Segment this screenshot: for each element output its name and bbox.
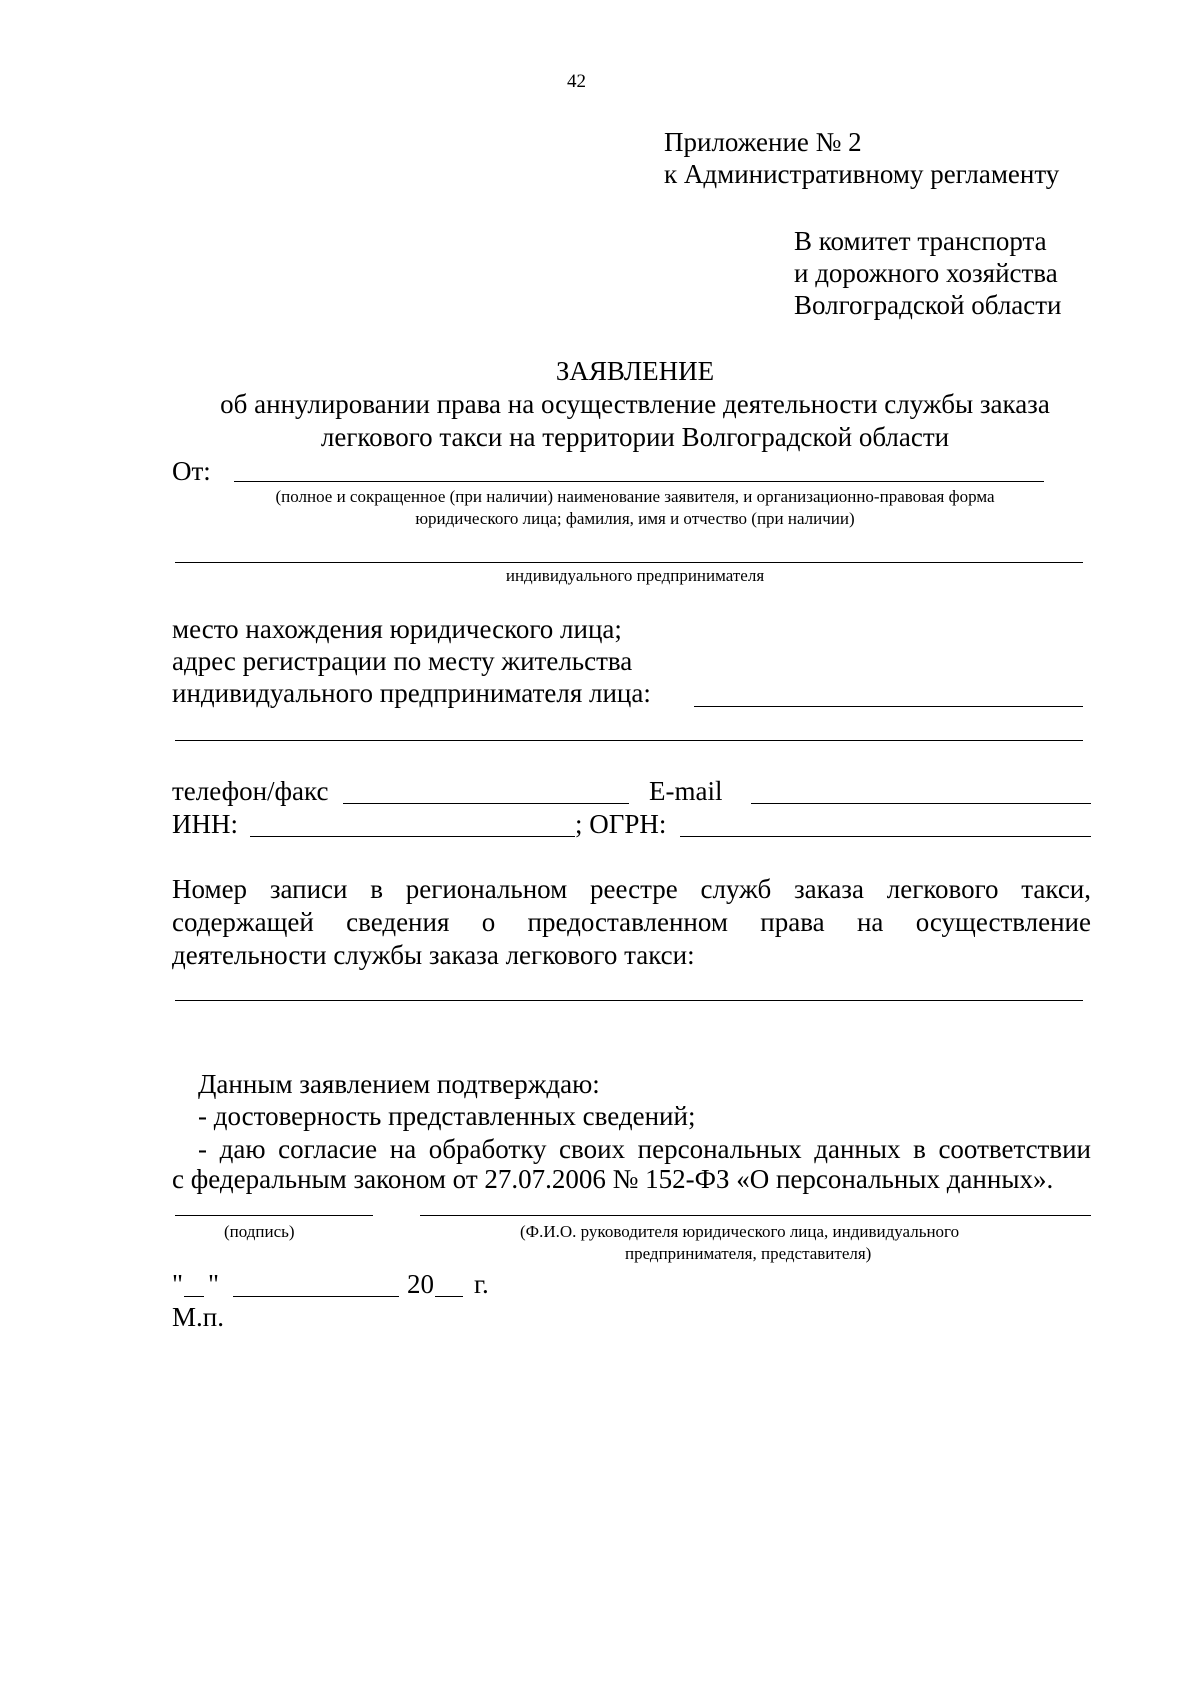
applicant-hint-line-3: индивидуального предпринимателя	[505, 566, 765, 585]
confirmation-item-2-line-1: - даю согласие на обработку своих персональных данных в соответствии	[198, 1134, 1091, 1164]
registry-line-3: деятельности службы заказа легкового такси:	[172, 940, 695, 970]
date-close-quote: "	[208, 1269, 220, 1299]
stamp-placeholder: М.п.	[172, 1302, 224, 1332]
full-name-field[interactable]	[420, 1215, 1091, 1216]
email-field[interactable]	[751, 803, 1091, 804]
email-label: E-mail	[649, 776, 723, 806]
address-field-2[interactable]	[175, 740, 1083, 741]
date-day-field[interactable]	[184, 1296, 204, 1297]
address-line-1: место нахождения юридического лица;	[172, 614, 622, 644]
applicant-name-field-2[interactable]	[175, 562, 1083, 563]
full-name-hint-line-2: предпринимателя, представителя)	[625, 1244, 872, 1263]
address-line-3: индивидуального предпринимателя лица:	[172, 678, 651, 708]
confirmation-item-1: - достоверность представленных сведений;	[198, 1101, 696, 1131]
title-heading: ЗАЯВЛЕНИЕ	[555, 356, 715, 386]
address-line-2: адрес регистрации по месту жительства	[172, 646, 633, 676]
registry-line-1: Номер записи в региональном реестре служб заказа легкового такси,	[172, 874, 1091, 904]
phone-field[interactable]	[343, 803, 629, 804]
addressee-line-2: и дорожного хозяйства	[794, 258, 1058, 288]
applicant-hint-line-1: (полное и сокращенное (при наличии) наименование заявителя, и организационно-правовая форма	[275, 487, 995, 506]
appendix-line-1: Приложение № 2	[664, 127, 862, 157]
registry-line-2: содержащей сведения о предоставленном права на осуществление	[172, 907, 1091, 937]
registry-number-field[interactable]	[175, 1000, 1083, 1001]
signature-hint: (подпись)	[224, 1222, 295, 1241]
date-year-prefix: 20	[407, 1269, 434, 1299]
addressee-line-3: Волгоградской области	[794, 290, 1062, 320]
title-line-1: об аннулировании права на осуществление деятельности службы заказа	[220, 389, 1050, 419]
date-open-quote: "	[172, 1269, 184, 1299]
title-line-2: легкового такси на территории Волгоградской области	[320, 422, 950, 452]
ogrn-field[interactable]	[680, 836, 1091, 837]
confirmation-intro: Данным заявлением подтверждаю:	[198, 1069, 600, 1099]
applicant-hint-line-2: юридического лица; фамилия, имя и отчество (при наличии)	[415, 509, 855, 528]
confirmation-item-2-line-2: с федеральным законом от 27.07.2006 № 152-ФЗ «О персональных данных».	[172, 1164, 1054, 1194]
date-year-suffix: г.	[474, 1269, 489, 1299]
address-field[interactable]	[694, 706, 1083, 707]
applicant-name-field[interactable]	[234, 481, 1044, 482]
from-label: От:	[172, 456, 211, 486]
inn-field[interactable]	[250, 836, 575, 837]
page-number: 42	[567, 71, 586, 92]
phone-label: телефон/факс	[172, 776, 329, 806]
appendix-line-2: к Административному регламенту	[664, 159, 1060, 189]
date-year-field[interactable]	[435, 1296, 463, 1297]
addressee-line-1: В комитет транспорта	[794, 226, 1047, 256]
full-name-hint-line-1: (Ф.И.О. руководителя юридического лица, индивидуального	[520, 1222, 960, 1241]
date-month-field[interactable]	[233, 1296, 399, 1297]
ogrn-label: ; ОГРН:	[575, 809, 667, 839]
signature-field[interactable]	[175, 1215, 373, 1216]
inn-label: ИНН:	[172, 809, 238, 839]
